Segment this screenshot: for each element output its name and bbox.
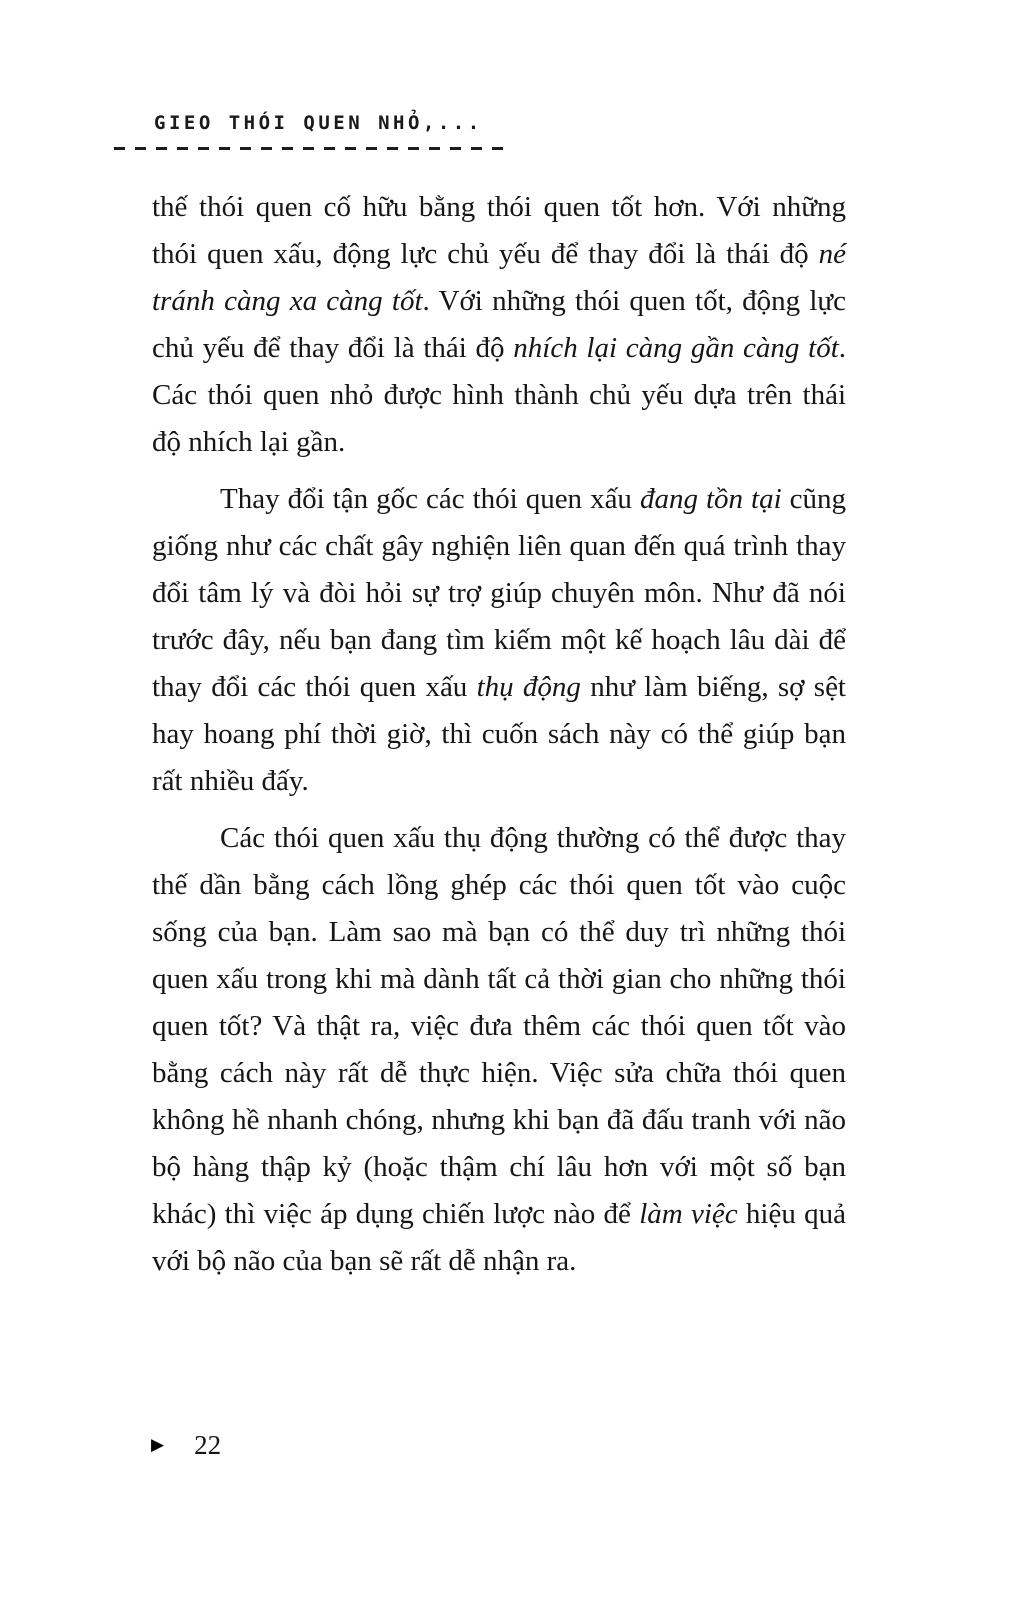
text-segment: . Với những thói quen tốt, động lực chủ yếu để thay đổi là thái độ (152, 285, 847, 364)
text-segment: như làm biếng, sợ sệt hay hoang phí thời giờ, thì cuốn sách này có thể giúp bạn rất nhiều đấy. (152, 671, 846, 797)
text-segment: Các thói quen xấu thụ động thường có thể được thay thế dần bằng cách lồng ghép các thói quen tốt vào cuộc sống của bạn. Làm sao mà bạn có thể duy trì những thói quen xấu trong khi mà dành tất cả thời gian cho những thói quen tốt? Và thật ra, việc đưa thêm các thói quen tốt vào bằng cách này rất dễ thực hiện. Việc sửa chữa thói quen không hề nhanh chóng, nhưng khi bạn đã đấu tranh với não bộ hàng thập kỷ (hoặc thậm chí lâu hơn với một số bạn khác) thì việc áp dụng chiến lược nào để (152, 822, 846, 1230)
text-segment-italic: thụ động (476, 671, 581, 703)
text-segment: . Các thói quen nhỏ được hình thành chủ yếu dựa trên thái độ nhích lại gần. (152, 332, 847, 458)
paragraph-2 (152, 476, 846, 805)
text-segment-italic: làm việc (639, 1198, 738, 1230)
text-segment: Thay đổi tận gốc các thói quen xấu (220, 483, 640, 515)
paragraph-1 (152, 184, 846, 466)
chapter-title: GIEO THÓI QUEN NHỎ,... (154, 112, 483, 134)
page-footer (151, 1430, 221, 1461)
paragraph-3 (152, 815, 846, 1285)
text-segment: cũng giống như các chất gây nghiện liên quan đến quá trình thay đổi tâm lý và đòi hỏi sự trợ giúp chuyên môn. Như đã nói trước đây, nếu bạn đang tìm kiếm một kế hoạch lâu dài để thay đổi các thói quen xấu (152, 483, 847, 703)
page-marker-icon: ▶ (151, 1435, 165, 1455)
text-segment: hiệu quả với bộ não của bạn sẽ rất dễ nhận ra. (152, 1198, 846, 1277)
dashed-divider (114, 147, 506, 150)
text-segment: thế thói quen cố hữu bằng thói quen tốt hơn. Với những thói quen xấu, động lực chủ yếu để thay đổi là thái độ (152, 191, 846, 270)
page-number: 22 (194, 1430, 222, 1460)
text-segment-italic: né tránh càng xa càng tốt (152, 238, 846, 317)
text-segment-italic: nhích lại càng gần càng tốt (513, 332, 839, 364)
page-body (152, 184, 846, 1285)
running-header (152, 112, 846, 150)
text-segment-italic: đang tồn tại (639, 483, 782, 515)
